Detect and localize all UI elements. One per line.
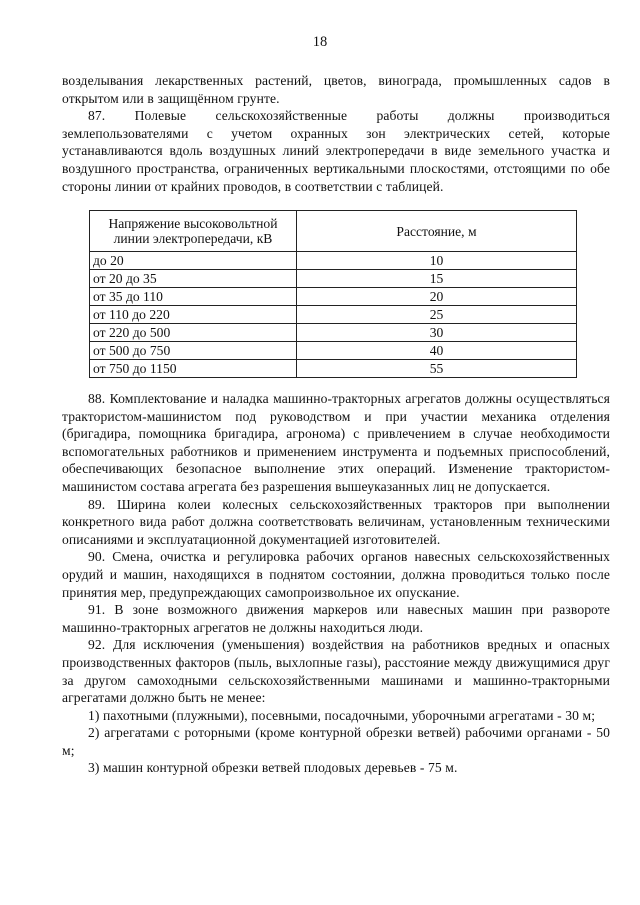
paragraph-92: 92. Для исключения (уменьшения) воздействия на работников вредных и опасных производственных факторов (пыль, выхлопные газы), расстояние между движущимися друг за другом самоходными сельскохозяйственными машинами и машинно-тракторными агрегатами должно быть не менее: xyxy=(62,637,610,706)
paragraph-87: 87. Полевые сельскохозяйственные работы должны производиться землепользователями с учетом охранных зон электрических сетей, которые устанавливаются вдоль воздушных линий электропередачи в виде земельного участка и воздушного пространства, ограниченных вертикальными плоскостями, отстоящими по обе стороны линии от крайних проводов, в соответствии с таблицей. xyxy=(62,108,610,194)
table-row xyxy=(90,342,577,360)
voltage-cell: от 220 до 500 xyxy=(90,324,297,342)
voltage-cell: от 20 до 35 xyxy=(90,270,297,288)
distance-cell: 20 xyxy=(297,288,577,306)
voltage-distance-table xyxy=(89,210,577,378)
list-item-2: 2) агрегатами с роторными (кроме контурной обрезки ветвей) рабочими органами - 50 м; xyxy=(62,725,610,758)
paragraph-continuation: возделывания лекарственных растений, цветов, винограда, промышленных садов в открытом или в защищённом грунте. xyxy=(62,73,610,106)
bottom-text-block xyxy=(62,390,610,777)
top-text-block xyxy=(62,72,610,195)
table-header-row xyxy=(90,211,577,252)
paragraph-90: 90. Смена, очистка и регулировка рабочих органов навесных сельскохозяйственных орудий и машин, находящихся в поднятом состоянии, должна проводиться только после принятия мер, предупреждающих самопроизвольное их опускание. xyxy=(62,549,610,600)
table-row xyxy=(90,324,577,342)
distance-cell: 10 xyxy=(297,252,577,270)
voltage-cell: до 20 xyxy=(90,252,297,270)
page-number: 18 xyxy=(312,34,328,50)
voltage-cell: от 110 до 220 xyxy=(90,306,297,324)
paragraph-88: 88. Комплектование и наладка машинно-тракторных агрегатов должны осуществляться трактористом-машинистом под руководством и при участии механика отделения (бригадира, помощника бригадира, агронома) с привлечением в случае необходимости вспомогательных работников и применением инструмента и подъемных приспособлений, обеспечивающих безопасное выполнение этих операций. Изменение трактористом-машинистом состава агрегата без разрешения вышеуказанных лиц не допускается. xyxy=(62,391,610,494)
table-row xyxy=(90,306,577,324)
voltage-cell: от 500 до 750 xyxy=(90,342,297,360)
header-distance: Расстояние, м xyxy=(297,211,577,252)
distance-cell: 15 xyxy=(297,270,577,288)
distance-cell: 30 xyxy=(297,324,577,342)
list-item-3: 3) машин контурной обрезки ветвей плодовых деревьев - 75 м. xyxy=(88,760,458,776)
table-row xyxy=(90,252,577,270)
table-row xyxy=(90,288,577,306)
header-voltage: Напряжение высоковольтной линии электропередачи, кВ xyxy=(90,211,297,252)
voltage-cell: от 35 до 110 xyxy=(90,288,297,306)
distance-cell: 55 xyxy=(297,360,577,378)
distance-cell: 25 xyxy=(297,306,577,324)
voltage-cell: от 750 до 1150 xyxy=(90,360,297,378)
paragraph-91: 91. В зоне возможного движения маркеров или навесных машин при развороте машинно-тракторных агрегатов не должны находиться люди. xyxy=(62,602,610,635)
list-item-1: 1) пахотными (плужными), посевными, посадочными, уборочными агрегатами - 30 м; xyxy=(88,707,596,723)
table-row xyxy=(90,360,577,378)
paragraph-89: 89. Ширина колеи колесных сельскохозяйственных тракторов при выполнении конкретного вида работ должна соответствовать величинам, установленным техническими описаниями и эксплуатационной документацией изготовителей. xyxy=(62,496,610,547)
table-row xyxy=(90,270,577,288)
distance-cell: 40 xyxy=(297,342,577,360)
